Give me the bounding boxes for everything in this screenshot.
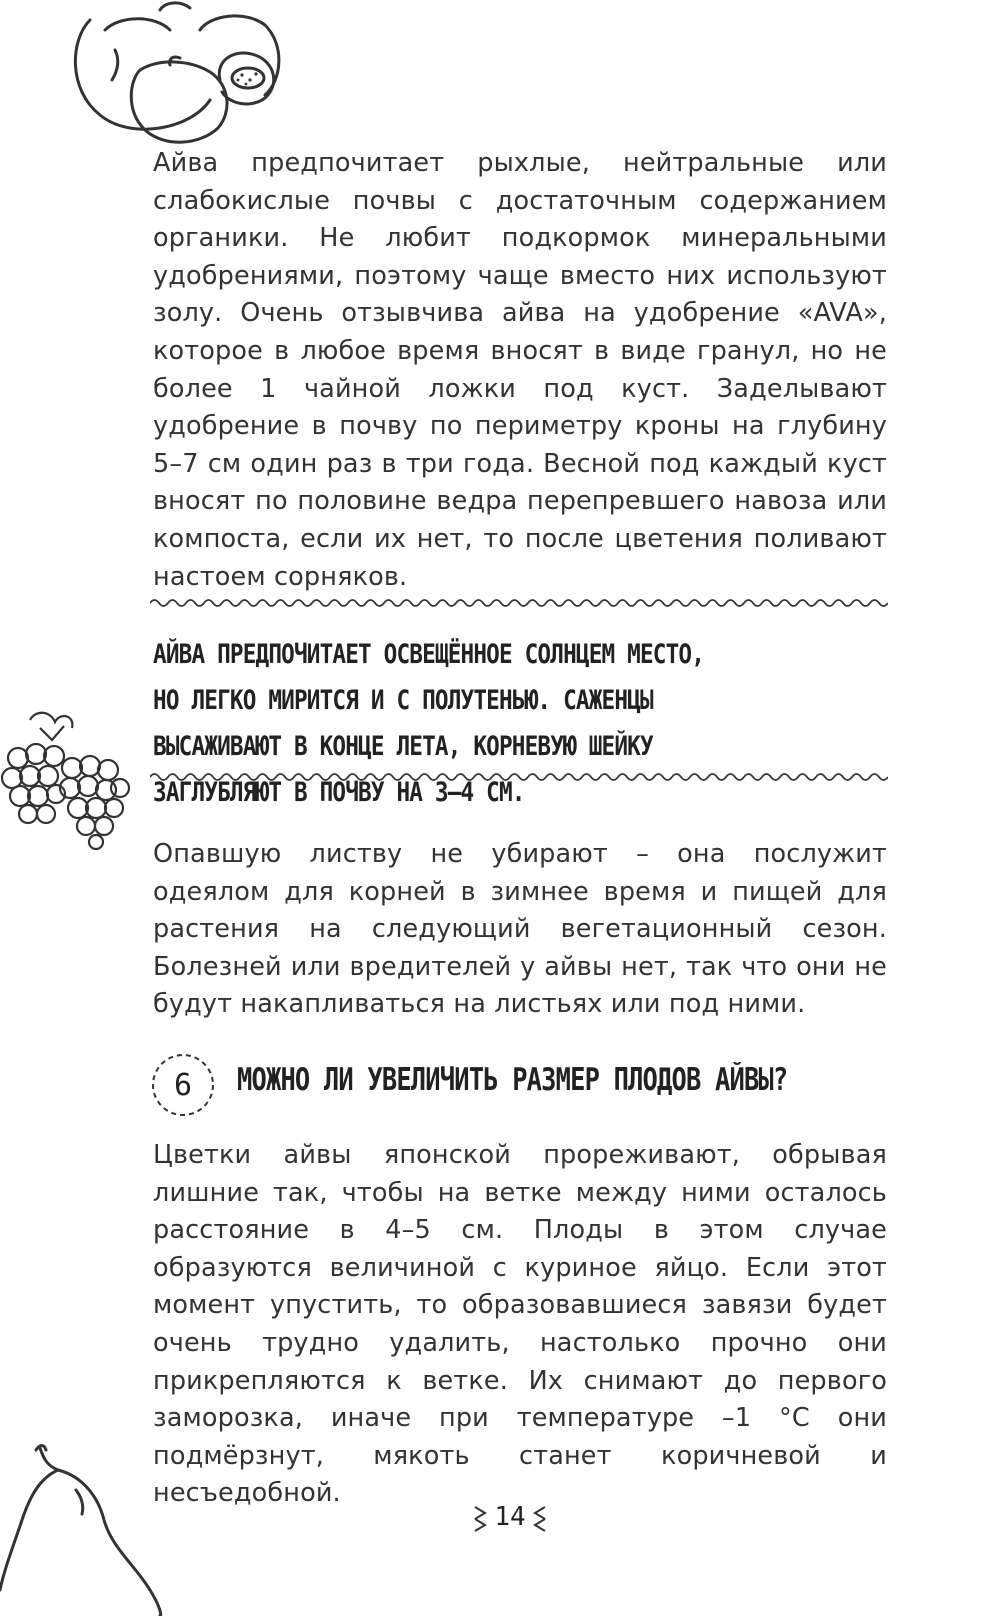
wavy-divider-top: [150, 596, 888, 610]
wavy-divider-bottom: [150, 770, 888, 784]
callout-note: АЙВА ПРЕДПОЧИТАЕТ ОСВЕЩЁННОЕ СОЛНЦЕМ МЕСТО, НО ЛЕГКО МИРИТСЯ И С ПОЛУТЕНЬЮ. САЖЕНЦЫ ВЫСАЖИВАЮТ В КОНЦЕ ЛЕТА, КОРНЕВУЮ ШЕЙКУ ЗАГЛУБЛЯЮТ В ПОЧВУ НА 3–4 СМ.: [153, 639, 705, 808]
question-heading: МОЖНО ЛИ УВЕЛИЧИТЬ РАЗМЕР ПЛОДОВ АЙВЫ?: [237, 1062, 788, 1098]
question-number: 6: [173, 1067, 193, 1103]
body-paragraph-3: Цветки айвы японской прореживают, обрывая лишние так, чтобы на ветке между ними осталось расстояние в 4–5 см. Плоды в этом случае образуются величиной с куриное яйцо. Если этот момент упустить, то образовавшиеся завязи будет очень трудно удалить, настолько прочно они прикрепляются к ветке. Их снимают до первого заморозка, иначе при температуре –1 °С они подмёрзнут, мякоть станет коричневой и несъедобной.: [153, 1140, 887, 1509]
body-paragraph-1: Айва предпочитает рыхлые, нейтральные или слабокислые почвы с достаточным содержанием органики. Не любит подкормок минеральными удобрениями, поэтому чаще вместо них используют золу. Очень отзывчива айва на удобрение «AVA», которое в любое время вносят в виде гранул, но не более 1 чайной ложки под куст. Заделывают удобрение в почву по периметру кроны на глубину 5–7 см один раз в три года. Весной под каждый куст вносят по половине ведра перепревшего навоза или компоста, если их нет, то после цветения поливают настоем сорняков.: [153, 148, 887, 592]
page-number: 14: [494, 1502, 526, 1532]
pear-illustration-icon: [0, 1440, 200, 1616]
raspberry-illustration-icon: [0, 710, 135, 850]
plums-illustration-icon: [60, 0, 290, 150]
body-paragraph-2: Опавшую листву не убирают – она послужит одеялом для корней в зимнее время и пищей для растения на следующий вегетационный сезон. Болезней или вредителей у айвы нет, так что они не будут накапливаться на листьях или под ними.: [153, 839, 887, 1020]
page-number-right-bracket-icon: [531, 1503, 547, 1533]
